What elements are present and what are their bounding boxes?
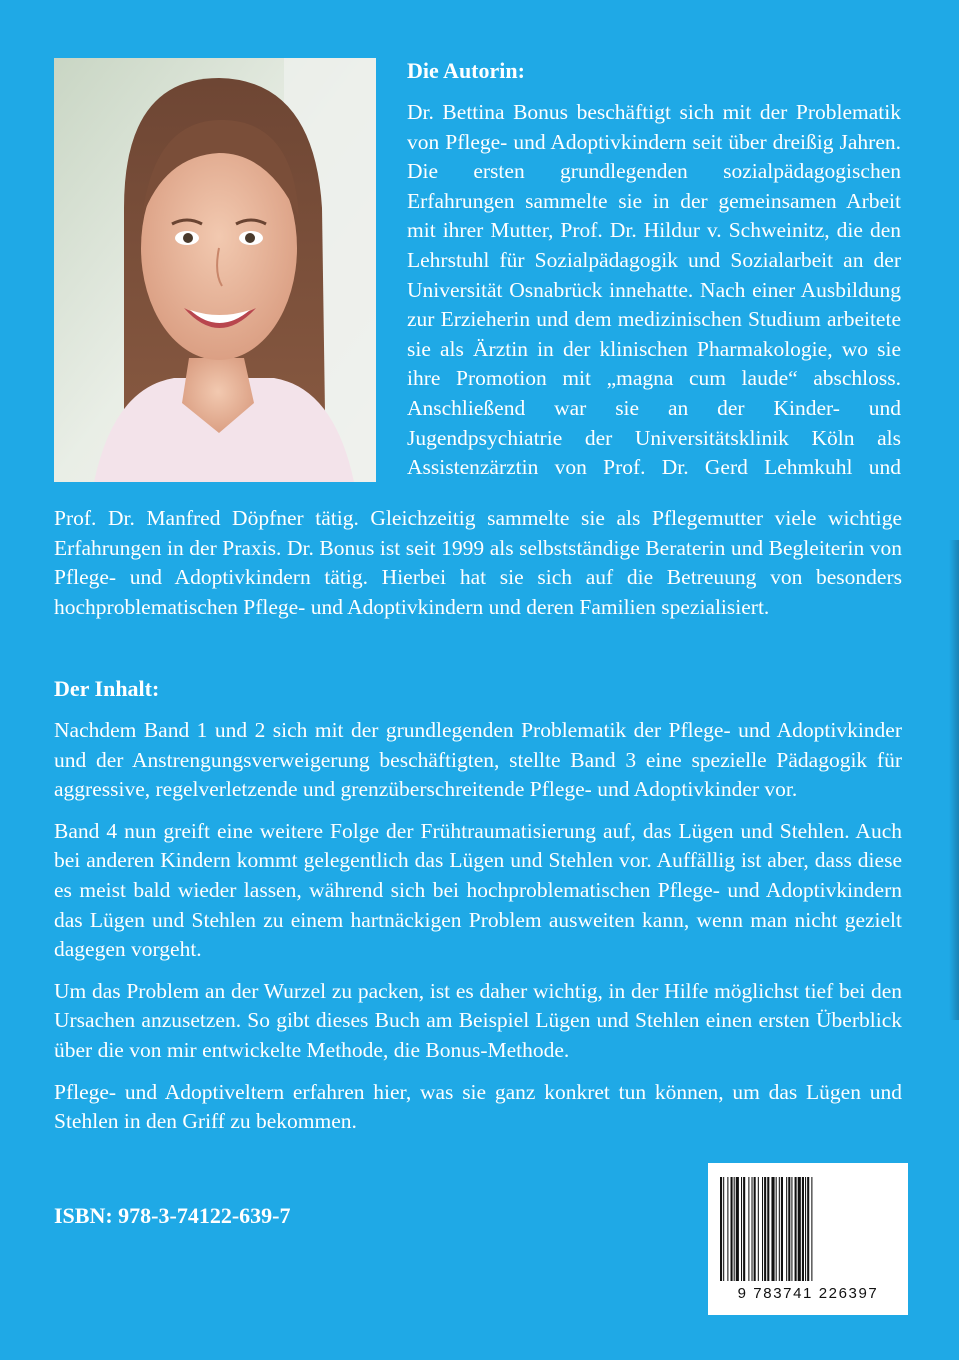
barcode-bar <box>781 1177 783 1281</box>
content-paragraph: Um das Problem an der Wurzel zu packen, ist es daher wichtig, in der Hilfe möglichst tief bei den Ursachen anzusetzen. So gibt dieses Buch am Beispiel Lügen und Stehlen einen ersten Überblick über die von mir entwickelte Methode, die Bonus-Methode. <box>54 978 902 1062</box>
barcode-bar <box>748 1177 749 1281</box>
barcode-bar <box>752 1177 753 1281</box>
barcode-bar <box>764 1177 766 1281</box>
barcode-bar <box>771 1177 774 1281</box>
author-photo <box>54 58 376 482</box>
barcode-bar <box>727 1177 728 1281</box>
barcode-bars <box>720 1177 896 1281</box>
barcode-bar <box>758 1177 759 1281</box>
barcode-bar <box>791 1177 792 1281</box>
barcode-bar <box>798 1177 801 1281</box>
barcode-bar <box>767 1177 769 1281</box>
barcode-bar <box>786 1177 787 1281</box>
author-heading: Die Autorin: <box>407 58 525 83</box>
barcode-bar <box>734 1177 735 1281</box>
barcode-digits: 9 783741 226397 <box>737 1285 879 1302</box>
barcode-bar <box>723 1177 724 1281</box>
barcode-bar <box>805 1177 806 1281</box>
barcode-bar <box>788 1177 790 1281</box>
content-paragraph: Nachdem Band 1 und 2 sich mit der grundlegenden Problematik der Pflege- und Adoptivkinder und der Anstrengungsverweigerung beschäftigten, stellte Band 3 eine spezielle Pädagogik für aggressive, regelverletzende und grenzüberschreitende Pflege- und Adoptivkinder vor. <box>54 718 902 802</box>
edge-shadow <box>949 540 959 1020</box>
author-text-bottom: Prof. Dr. Manfred Döpfner tätig. Gleichzeitig sammelte sie als Pflegemutter viele wichtige Erfahrungen in der Praxis. Dr. Bonus ist seit 1999 als selbstständige Beraterin und Begleiterin von Pflege- und Adoptivkindern tätig. Hierbei hat sie sich auf die Betreuung von besonders hochproblematischen Pflege- und Adoptivkindern und deren Familien spezialisiert. <box>54 506 902 619</box>
barcode-bar <box>779 1177 780 1281</box>
barcode-bar <box>762 1177 763 1281</box>
barcode-bar <box>741 1177 742 1281</box>
content-paragraph: Pflege- und Adoptiveltern erfahren hier, was sie ganz konkret tun können, um das Lügen und Stehlen in den Griff zu bekommen. <box>54 1079 902 1134</box>
barcode-bar <box>743 1177 745 1281</box>
barcode <box>708 1163 908 1315</box>
author-column <box>407 58 901 483</box>
content-paragraph: Band 4 nun greift eine weitere Folge der Frühtraumatisierung auf, das Lügen und Stehlen. Auch bei anderen Kindern kommt gelegentlich das Lügen und Stehlen vor. Auffällig ist aber, dass diese es meist bald wieder lassen, während sich bei hochproblematischen Pflege- und Adoptivkindern das Lügen und Stehlen zu einem hartnäckigen Problem ausweiten kann, wenn man nicht gezielt dagegen vorgeht. <box>54 818 902 962</box>
barcode-bar <box>776 1177 777 1281</box>
isbn-label: ISBN: 978-3-74122-639-7 <box>54 1203 291 1228</box>
barcode-bar <box>731 1177 733 1281</box>
barcode-bar <box>736 1177 739 1281</box>
content-section <box>54 676 902 1149</box>
barcode-bar <box>811 1177 812 1281</box>
barcode-bar <box>754 1177 756 1281</box>
barcode-bar <box>720 1177 722 1281</box>
barcode-bar <box>802 1177 804 1281</box>
content-heading: Der Inhalt: <box>54 676 160 701</box>
author-text-top: Dr. Bettina Bonus beschäftigt sich mit der Problematik von Pflege- und Adoptivkindern seit über dreißig Jahren. Die ersten grundlegenden sozialpädagogischen Erfahrungen sammelte sie in der gemeinsamen Arbeit mit ihrer Mutter, Prof. Dr. Hildur v. Schweinitz, die den Lehrstuhl für Sozialpädagogik und Sozialarbeit an der Universität Osnabrück innehatte. Nach einer Ausbildung zur Erzieherin und dem medizinischen Studium arbeitete sie als Ärztin in der klinischen Pharmakologie, wo sie ihre Promotion mit „magna cum laude“ abschloss. Anschließend war sie an der Kinder- und Jugendpsychiatrie der Universitätsklinik Köln als Assistenzärztin von Prof. Dr. Gerd Lehmkuhl und <box>407 100 901 480</box>
barcode-bar <box>795 1177 797 1281</box>
barcode-bar <box>807 1177 809 1281</box>
author-continued <box>54 504 902 622</box>
